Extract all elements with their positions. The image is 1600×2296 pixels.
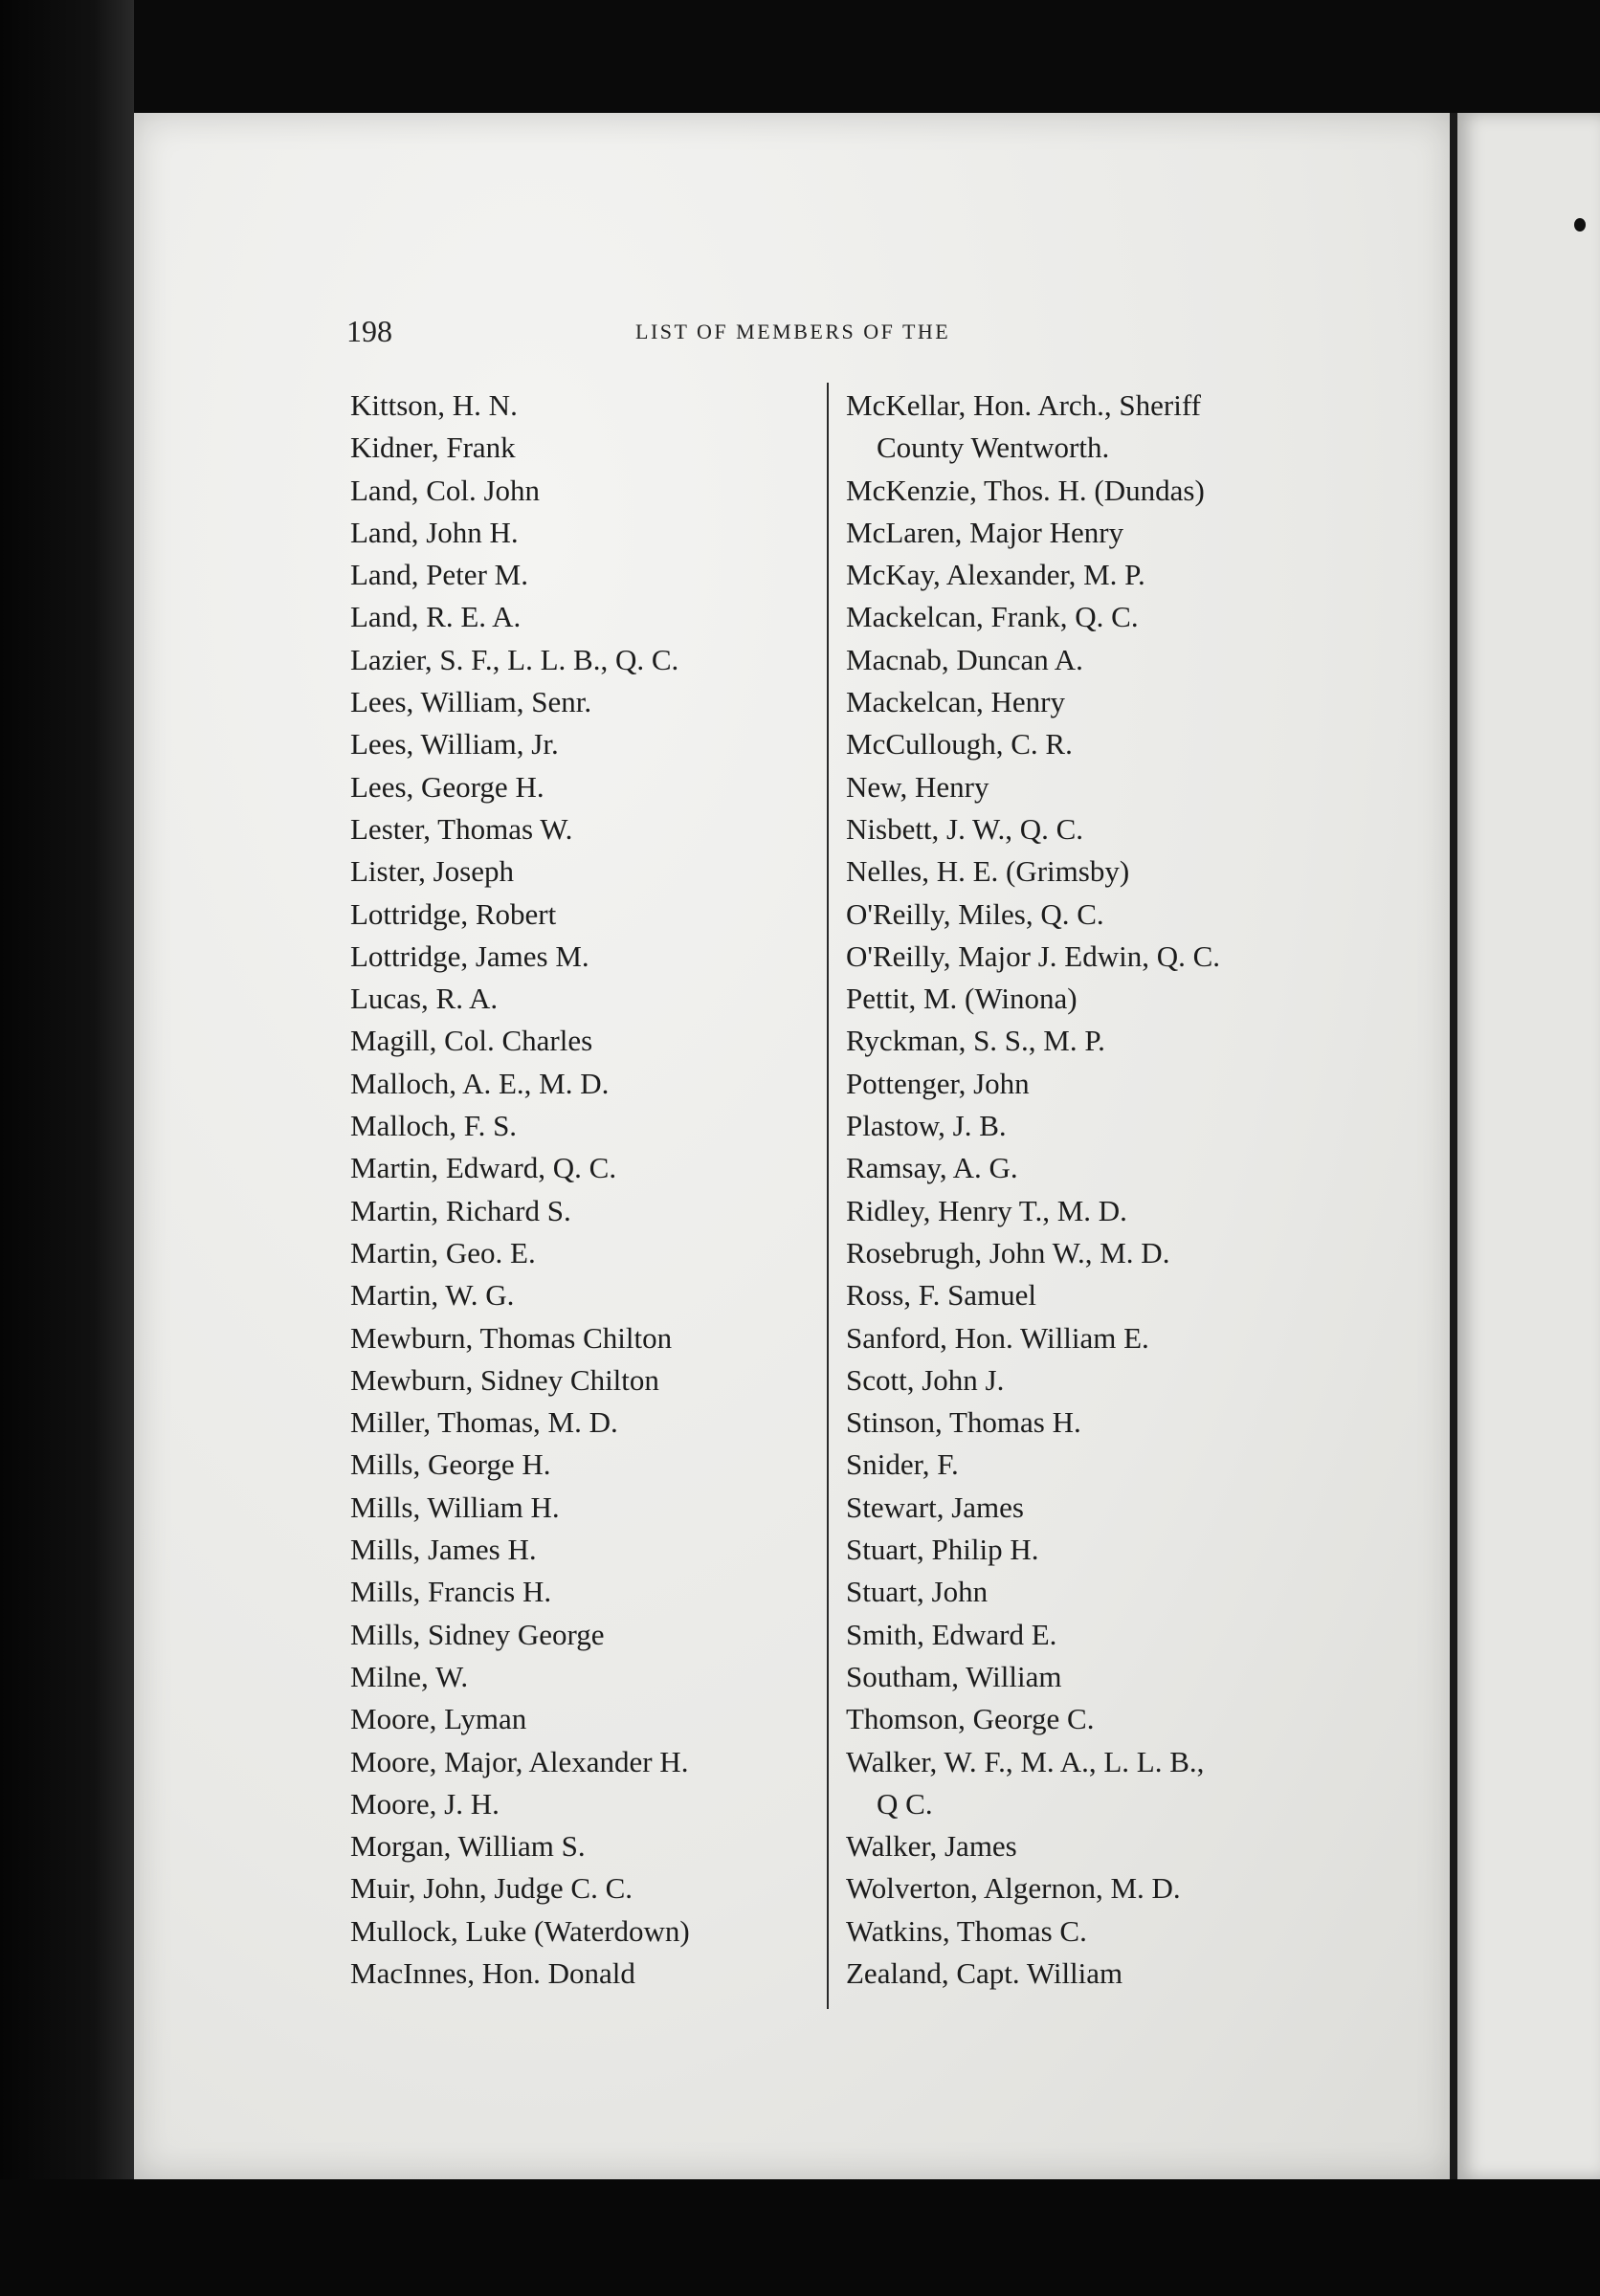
member-list-left-column [350, 385, 690, 1995]
list-item: Mills, Sidney George [350, 1617, 605, 1651]
list-item: Ryckman, S. S., M. P. [846, 1024, 1105, 1058]
page-gutter-line [1450, 113, 1457, 2179]
list-item: Mewburn, Thomas Chilton [350, 1320, 673, 1355]
list-item: Pettit, M. (Winona) [846, 982, 1078, 1016]
list-item: McKellar, Hon. Arch., Sheriff [846, 388, 1201, 422]
list-item: Moore, J. H. [350, 1786, 500, 1821]
list-item: New, Henry [846, 769, 989, 804]
list-item: O'Reilly, Miles, Q. C. [846, 896, 1104, 931]
list-item: Muir, John, Judge C. C. [350, 1871, 633, 1906]
list-item: Lester, Thomas W. [350, 811, 573, 846]
list-item: Stuart, John [846, 1575, 989, 1609]
list-item: Lister, Joseph [350, 854, 514, 889]
list-item: Scott, John J. [846, 1362, 1005, 1397]
list-item: Watkins, Thomas C. [846, 1913, 1087, 1948]
list-item: Mackelcan, Henry [846, 685, 1065, 719]
list-item: Malloch, A. E., M. D. [350, 1066, 610, 1100]
list-item: Ross, F. Samuel [846, 1278, 1037, 1313]
list-item: Moore, Major, Alexander H. [350, 1744, 689, 1778]
list-item: Malloch, F. S. [350, 1109, 518, 1143]
list-item: Mewburn, Sidney Chilton [350, 1362, 659, 1397]
ink-spot [1574, 218, 1586, 232]
list-item: Stinson, Thomas H. [846, 1405, 1081, 1440]
list-item: Ridley, Henry T., M. D. [846, 1193, 1127, 1227]
list-item: Plastow, J. B. [846, 1109, 1007, 1143]
list-item: Sanford, Hon. William E. [846, 1320, 1149, 1355]
list-item: Southam, William [846, 1659, 1062, 1693]
list-item: Smith, Edward E. [846, 1617, 1057, 1651]
page-header [0, 314, 1600, 352]
list-item: Lucas, R. A. [350, 982, 499, 1016]
list-item: Lazier, S. F., L. L. B., Q. C. [350, 642, 679, 676]
list-item: Land, R. E. A. [350, 600, 522, 634]
list-item: Mackelcan, Frank, Q. C. [846, 600, 1139, 634]
list-item: Mills, George H. [350, 1447, 551, 1482]
list-item: Moore, Lyman [350, 1702, 527, 1736]
list-item: Mullock, Luke (Waterdown) [350, 1913, 690, 1948]
list-item: O'Reilly, Major J. Edwin, Q. C. [846, 938, 1221, 973]
list-item: Kittson, H. N. [350, 388, 518, 422]
list-item: McKenzie, Thos. H. (Dundas) [846, 473, 1205, 507]
list-item: Morgan, William S. [350, 1829, 586, 1864]
list-item: McCullough, C. R. [846, 727, 1073, 762]
list-item-continuation: Q C. [877, 1786, 933, 1821]
list-item: Martin, Edward, Q. C. [350, 1151, 617, 1185]
list-item: Stuart, Philip H. [846, 1533, 1039, 1567]
list-item: Land, Peter M. [350, 558, 528, 592]
list-item: Rosebrugh, John W., M. D. [846, 1235, 1170, 1269]
scan-background [0, 2179, 1600, 2296]
list-item: Nelles, H. E. (Grimsby) [846, 854, 1130, 889]
facing-page-edge [1457, 113, 1600, 2179]
list-item: Ramsay, A. G. [846, 1151, 1018, 1185]
list-item: Thomson, George C. [846, 1702, 1095, 1736]
running-title: LIST OF MEMBERS OF THE [635, 320, 951, 343]
list-item: Walker, James [846, 1829, 1017, 1864]
list-item: Pottenger, John [846, 1066, 1030, 1100]
list-item: Milne, W. [350, 1659, 469, 1693]
list-item: Martin, W. G. [350, 1278, 515, 1313]
list-item-continuation: County Wentworth. [877, 430, 1110, 465]
list-item: Zealand, Capt. William [846, 1955, 1123, 1990]
list-item: Lees, William, Jr. [350, 727, 559, 762]
list-item: Mills, William H. [350, 1490, 560, 1524]
list-item: Martin, Geo. E. [350, 1235, 536, 1269]
list-item: Lees, William, Senr. [350, 685, 592, 719]
list-item: Lottridge, Robert [350, 896, 557, 931]
list-item: Magill, Col. Charles [350, 1024, 593, 1058]
list-item: Land, John H. [350, 515, 519, 549]
page-number: 198 [346, 314, 392, 348]
list-item: Lees, George H. [350, 769, 544, 804]
list-item: Mills, James H. [350, 1533, 537, 1567]
list-item: Kidner, Frank [350, 430, 516, 465]
list-item: Wolverton, Algernon, M. D. [846, 1871, 1181, 1906]
list-item: Martin, Richard S. [350, 1193, 571, 1227]
book-page [134, 113, 1455, 2179]
list-item: Land, Col. John [350, 473, 541, 507]
column-divider [827, 383, 829, 2009]
list-item: Walker, W. F., M. A., L. L. B., [846, 1744, 1205, 1778]
list-item: Macnab, Duncan A. [846, 642, 1083, 676]
list-item: Nisbett, J. W., Q. C. [846, 811, 1084, 846]
list-item: Mills, Francis H. [350, 1575, 552, 1609]
list-item: Stewart, James [846, 1490, 1024, 1524]
list-item: Miller, Thomas, M. D. [350, 1405, 618, 1440]
member-list-right-column [846, 385, 1220, 1995]
list-item: MacInnes, Hon. Donald [350, 1955, 635, 1990]
list-item: McKay, Alexander, M. P. [846, 558, 1145, 592]
list-item: McLaren, Major Henry [846, 515, 1124, 549]
list-item: Lottridge, James M. [350, 938, 589, 973]
list-item: Snider, F. [846, 1447, 959, 1482]
